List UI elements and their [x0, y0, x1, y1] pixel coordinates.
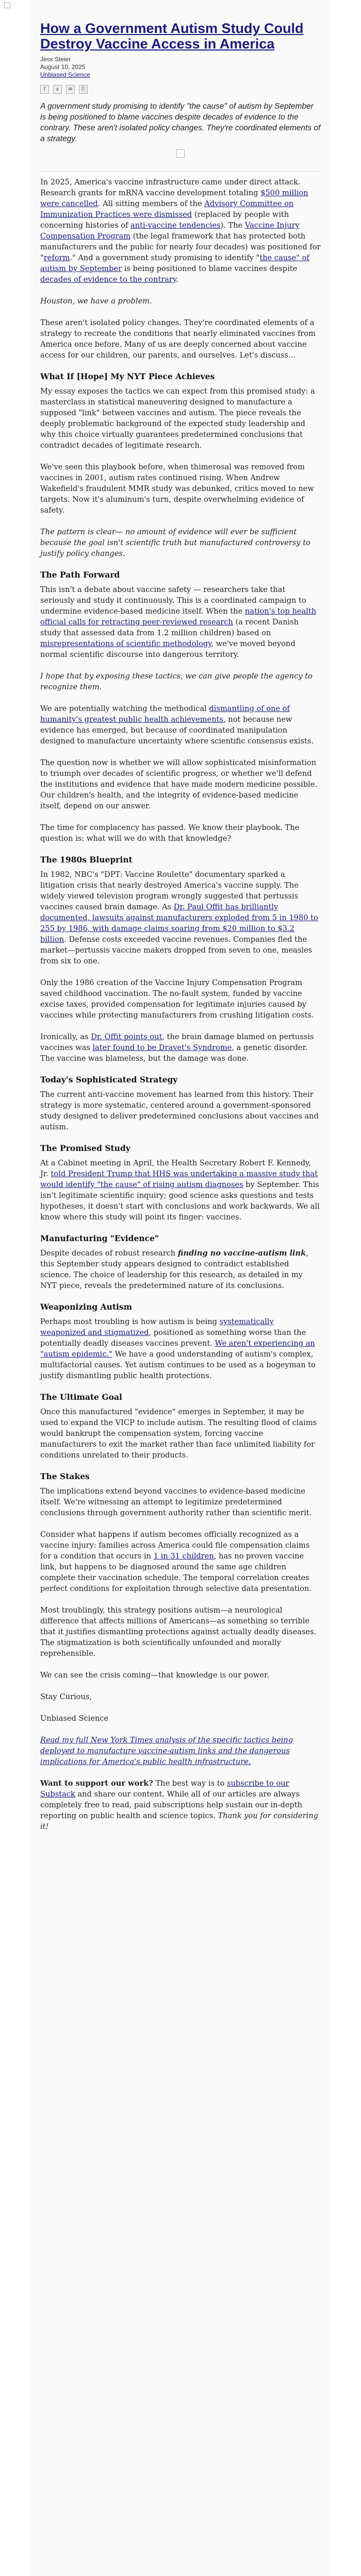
- paragraph: In 2025, America's vaccine infrastructure came under direct attack. Research grants for mRNA vaccine development totaling $500 million were cancelled. All sitting members of the Advisory Committee on Immunization Practices were dismissed (replaced by people with concerning histories of anti-vaccine tendencies). The Vaccine Injury Compensation Program (the legal framework that has protected both manufacturers and the public for nearly four decades) was positioned for "reform." And a government study promising to identify "the cause" of autism by September is being positioned to blame vaccines despite decades of evidence to the contrary.: [40, 178, 321, 284]
- support-paragraph: Want to support our work? The best way is to subscribe to our Substack and share our content. While all of our articles are always completely free to read, paid subscriptions help sustain our in-depth reporting on public health and science topics. Thank you for considering it!: [40, 1779, 318, 1831]
- link-misrepresentations[interactable]: misrepresentations of scientific methodology: [40, 639, 211, 648]
- link-dismantling[interactable]: dismantling of one of humanity's greatest public health achievements: [40, 704, 290, 724]
- support-heading: Want to support our work?: [40, 1779, 153, 1788]
- section-heading: What If [Hope] My NYT Piece Achieves: [40, 371, 215, 381]
- article-column: [31, 3, 330, 1843]
- paragraph: Consider what happens if autism becomes officially recognized as a vaccine injury: families across America could file compensation claims for a condition that occurs in 1 in 31 children, has no proven vaccine link, but happens to be diagnosed around the same age children complete their vaccination schedule. The temporal correlation creates perfect conditions for exploitation through selective data presentation.: [40, 1530, 312, 1593]
- paragraph: Once this manufactured "evidence" emerges in September, it may be used to expand the VICP to include autism. The resulting flood of claims would bankrupt the compensation system, forcing vaccine manufacturers to exit the market rather than face unlimited liability for conditions unrelated to their products.: [40, 1408, 317, 1460]
- divider: [40, 171, 321, 172]
- article-title[interactable]: How a Government Autism Study Could Destroy Vaccine Access in America: [40, 21, 304, 52]
- paragraph: In 1982, NBC's "DPT: Vaccine Roulette" documentary sparked a litigation crisis that nearly destroyed America's vaccine supply. The widely viewed television program wrongly suggested that pertussis vaccines caused brain damage. As Dr. Paul Offit has brilliantly documented, lawsuits against manufacturers exploded from 5 in 1980 to 255 by 1986, with damage claims soaring from $20 million to $3.2 billion. Defense costs exceeded vaccine revenues. Companies fled the market—pertussis vaccine makers dropped from seven to one, measles from six to one.: [40, 870, 318, 965]
- paragraph: The time for complacency has passed. We know their playbook. The question is: what will we do with that knowledge?: [40, 823, 300, 843]
- paragraph: Perhaps most troubling is how autism is being systematically weaponized and stigmatized, positioned as something worse than the potentially deadly diseases vaccines prevent. We aren't experiencing an "autism epidemic." We have a good understanding of autism's complex, multifactorial causes. Yet autism continues to be used as a bogeyman to justify dismantling public health protections.: [40, 1317, 316, 1380]
- paragraph: Ironically, as Dr. Offit points out, the brain damage blamed on pertussis vaccines was later found to be Dravet's Syndrome, a genetic disorder. The vaccine was blameless, but the damage was done.: [40, 1032, 314, 1063]
- paragraph: The question now is whether we will allow sophisticated misinformation to triumph over decades of scientific progress, or whether we'll defend the institutions and evidence that have made modern medicine possible. Our children's health, and the integrity of evidence-based medicine itself, depend on our answer.: [40, 758, 318, 810]
- author-name: Jess Steier: [40, 56, 71, 63]
- link-vicp[interactable]: Vaccine Injury Compensation Program: [40, 221, 300, 241]
- link-retraction-call[interactable]: nation's top health official calls for retracting peer-reviewed research: [40, 607, 317, 626]
- paragraph: We can see the crisis coming—that knowledge is our power.: [40, 1671, 269, 1680]
- link-hhs-study[interactable]: told President Trump that HHS was undertaking a massive study that would identify "the cause" of rising autism diagnoses: [40, 1170, 318, 1189]
- paragraph: I hope that by exposing these tactics, we can give people the agency to recognize them.: [40, 672, 313, 691]
- share-bar: [40, 85, 321, 94]
- section-heading: The 1980s Blueprint: [40, 855, 133, 865]
- facebook-icon[interactable]: f: [40, 85, 49, 94]
- top-image-placeholder: [4, 2, 10, 8]
- paragraph: At a Cabinet meeting in April, the Health Secretary Robert F. Kennedy, Jr. told President Trump that HHS was undertaking a massive study that would identify "the cause" of rising autism diagnoses by September. This isn't legitimate scientific inquiry; good science asks questions and tests hypotheses, it doesn't start with conclusions and work backwards. We all know where this study will point its finger: vaccines.: [40, 1159, 320, 1222]
- paragraph: My essay exposes the tactics we can expect from this promised study: a masterclass in statistical maneuvering designed to manufacture a supposed "link" between vaccines and autism. The piece reveals the deeply problematic background of the expected study leadership and why this choice virtually guarantees predetermined conclusions that contradict decades of legitimate research.: [40, 387, 315, 450]
- publish-date: August 10, 2025: [40, 63, 86, 71]
- publication-link[interactable]: Unbiased Science: [40, 71, 90, 78]
- paragraph: The implications extend beyond vaccines to evidence-based medicine itself. We're witnessing an attempt to legitimize predetermined conclusions through government authority rather than scientific merit.: [40, 1487, 312, 1517]
- link-offit-points-out[interactable]: Dr. Offit points out: [91, 1032, 162, 1041]
- paragraph: This isn't a debate about vaccine safety — researchers take that seriously and study it continuously. This is a coordinated campaign to undermine evidence-based medicine itself. When the nation's top health official calls for retracting peer-reviewed research (a recent Danish study that assessed data from 1.2 million children) based on misrepresentations of scientific methodology, we've moved beyond normal scientific discourse into dangerous territory.: [40, 585, 317, 659]
- paragraph: Despite decades of robust research finding no vaccine-autism link, this September study appears designed to contradict established science. The choice of leadership for this research, as detailed in my NYT piece, reveals the predetermined nature of its conclusions.: [40, 1249, 308, 1290]
- signature: Unbiased Science: [40, 1714, 109, 1723]
- paragraph: The pattern is clear— no amount of evidence will ever be sufficient because the goal isn't scientific truth but manufactured controversy to justify policy changes.: [40, 528, 310, 558]
- section-heading: The Stakes: [40, 1471, 90, 1481]
- link-subscribe[interactable]: subscribe to our Substack: [40, 1779, 289, 1799]
- link-offit-lawsuits[interactable]: Dr. Paul Offit has brilliantly documented, lawsuits against manufacturers exploded from 5 in 1980 to 255 by 1986, with damage claims soaring from $20 million to $3.2 billion: [40, 903, 318, 944]
- link-icon[interactable]: ⎘: [79, 85, 88, 94]
- link-acip-dismissed[interactable]: Advisory Committee on Immunization Practices were dismissed: [40, 199, 294, 219]
- sign-off: Stay Curious,: [40, 1692, 92, 1701]
- link-autism-epidemic[interactable]: We aren't experiencing an "autism epidemic.": [40, 1339, 315, 1359]
- section-heading: Manufacturing "Evidence": [40, 1233, 159, 1243]
- section-heading: Today's Sophisticated Strategy: [40, 1075, 178, 1084]
- link-dravet[interactable]: later found to be Dravet's Syndrome: [92, 1043, 232, 1052]
- x-icon[interactable]: x: [53, 85, 62, 94]
- section-heading: Weaponizing Autism: [40, 1302, 133, 1312]
- section-heading: The Promised Study: [40, 1143, 130, 1153]
- paragraph: We are potentially watching the methodical dismantling of one of humanity's greatest public health achievements, not because new evidence has emerged, but because of coordinated manipulation designed to manufacture uncertainty where scientific consensus exists.: [40, 704, 314, 745]
- section-heading: The Path Forward: [40, 570, 120, 580]
- section-heading: The Ultimate Goal: [40, 1392, 122, 1402]
- email-icon[interactable]: ✉: [66, 85, 75, 94]
- paragraph: The current anti-vaccine movement has learned from this history. Their strategy is more systematic, centered around a government-sponsored study designed to deliver predetermined conclusions about vaccines and autism.: [40, 1090, 319, 1131]
- link-weaponized[interactable]: systematically weaponized and stigmatized: [40, 1317, 274, 1337]
- paragraph: Only the 1986 creation of the Vaccine Injury Compensation Program saved childhood vaccination. The no-fault system, funded by vaccine excise taxes, provided compensation for legitimate injuries caused by vaccines while protecting manufacturers from crushing litigation costs.: [40, 978, 314, 1020]
- article-subtitle: A government study promising to identify "the cause" of autism by September is being positioned to blame vaccines despite decades of evidence to the contrary. These aren't isolated policy changes. They're coordinated elements of a strategy.: [40, 102, 321, 143]
- header-image-placeholder: [176, 149, 185, 158]
- nyt-promo: [40, 1735, 321, 1767]
- link-mrna-grants[interactable]: $500 million were cancelled: [40, 189, 308, 208]
- paragraph: Most troublingly, this strategy positions autism—a neurological difference that affects millions of Americans—as something so terrible that it justifies dismantling protections against actually deadly diseases. The stigmatization is both scientifically unfounded and morally reprehensible.: [40, 1606, 317, 1658]
- link-reform[interactable]: reform: [43, 253, 70, 262]
- link-anti-vaccine-tendencies[interactable]: anti-vaccine tendencies: [130, 221, 221, 230]
- link-autism-cause[interactable]: the cause" of autism by September: [40, 253, 309, 273]
- link-1-in-31[interactable]: 1 in 31 children: [153, 1552, 214, 1561]
- paragraph: We've seen this playbook before, when thimerosal was removed from vaccines in 2001, autism rates continued rising. When Andrew Wakefield's fraudulent MMR study was debunked, critics moved to new targets. Now it's aluminum's turn, despite overwhelming evidence of safety.: [40, 463, 314, 515]
- byline: [40, 56, 321, 79]
- link-nyt-analysis[interactable]: Read my full New York Times analysis of the specific tactics being deployed to manufacture vaccine-autism links and the dangerous implications for America's public health infrastructure.: [40, 1736, 293, 1766]
- paragraph: Houston, we have a problem.: [40, 297, 152, 306]
- paragraph: These aren't isolated policy changes. They're coordinated elements of a strategy to recreate the conditions that nearly eliminated vaccines from America once before. Many of us are deeply concerned about vaccine access for our children, our parents, and ourselves. Let's discuss...: [40, 318, 316, 360]
- link-decades-evidence[interactable]: decades of evidence to the contrary: [40, 275, 176, 284]
